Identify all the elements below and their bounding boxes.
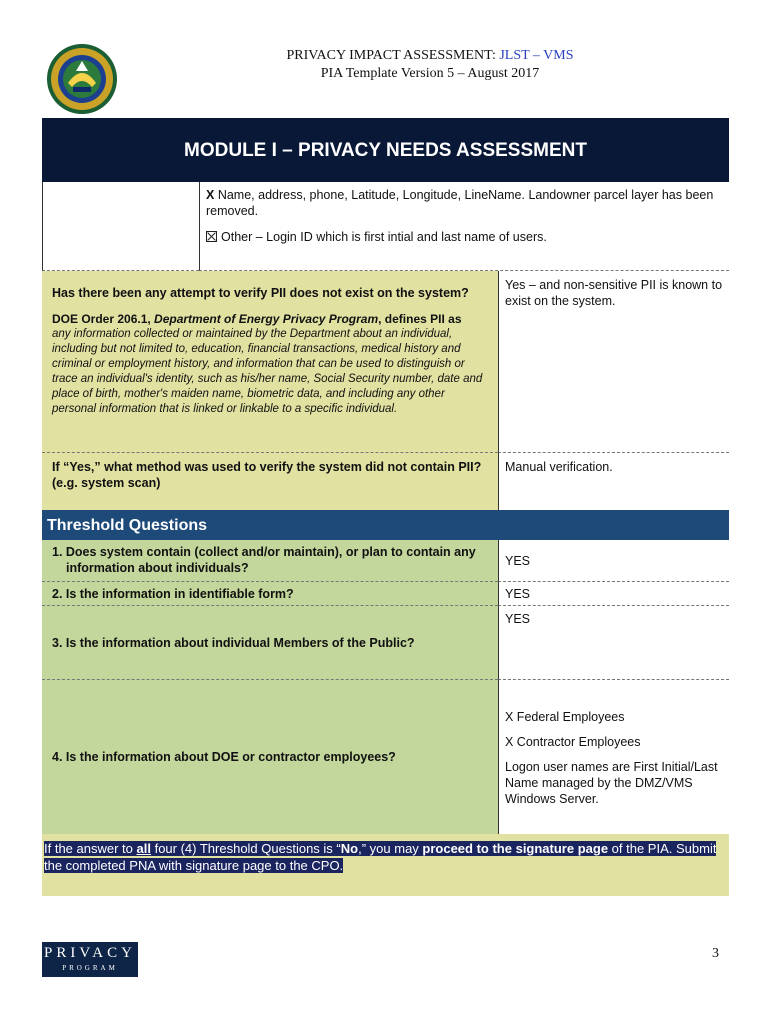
threshold-a3: YES <box>505 612 531 626</box>
document-header <box>150 47 710 83</box>
header-line-2: PIA Template Version 5 – August 2017 <box>320 66 540 81</box>
threshold-q3: 3. Is the information about individual Members of the Public? <box>52 636 415 650</box>
method-answer: Manual verification. <box>505 460 613 474</box>
threshold-a1-cell <box>498 540 729 582</box>
threshold-q3-cell <box>42 606 498 680</box>
threshold-a4-cell <box>498 680 729 834</box>
checked-checkbox-icon <box>206 231 217 242</box>
module-title: MODULE I – PRIVACY NEEDS ASSESSMENT <box>42 118 729 182</box>
threshold-q1-cell <box>42 540 498 582</box>
privacy-program-logo: PRIVACY PROGRAM <box>42 942 138 977</box>
threshold-a1: YES <box>505 554 531 568</box>
pii-definition: any information collected or maintained by the Department about an individual, including but not limited to, education, financial transactions, medical history and criminal or employment history, and information that can be used to distinguish or trace an individual's identity, such as his/her name, Social Security number, date and place of birth, mother's maiden name, biometric data, and including any other personal information that is linked or linkable to a specific individual. <box>52 328 483 415</box>
header-line-1: PRIVACY IMPACT ASSESSMENT: JLST – VMS <box>286 48 574 63</box>
verify-question-cell <box>42 271 498 453</box>
pii-types-label-cell <box>42 182 199 271</box>
verify-question: Has there been any attempt to verify PII does not exist on the system? <box>52 286 469 300</box>
method-question: If “Yes,” what method was used to verify the system did not contain PII? (e.g. system scan) <box>52 460 482 490</box>
verify-answer: Yes – and non-sensitive PII is known to exist on the system. <box>505 278 723 308</box>
threshold-a2-cell <box>498 582 729 606</box>
threshold-a4-contractor: X Contractor Employees <box>505 735 641 749</box>
pii-types-cell <box>199 182 729 271</box>
threshold-q4-cell <box>42 680 498 834</box>
verify-answer-cell <box>498 271 729 453</box>
method-question-cell <box>42 453 498 510</box>
pii-other-item: Other – Login ID which is first intial and last name of users. <box>206 229 723 245</box>
threshold-q4: 4. Is the information about DOE or contractor employees? <box>52 750 396 764</box>
threshold-q2-cell <box>42 582 498 606</box>
threshold-a4-note: Logon user names are First Initial/Last Name managed by the DMZ/VMS Windows Server. <box>505 760 718 806</box>
threshold-a2: YES <box>505 587 531 601</box>
pii-name-item: X Name, address, phone, Latitude, Longitude, LineName. Landowner parcel layer has been removed. <box>206 188 714 218</box>
threshold-q1: 1. Does system contain (collect and/or maintain), or plan to contain any information about individuals? <box>52 545 476 575</box>
threshold-a3-cell <box>498 606 729 680</box>
threshold-q2: 2. Is the information in identifiable form? <box>52 587 294 601</box>
page-number: 3 <box>712 946 719 961</box>
method-answer-cell <box>498 453 729 510</box>
threshold-a4-federal: X Federal Employees <box>505 710 625 724</box>
doe-order-heading: DOE Order 206.1, Department of Energy Privacy Program, defines PII as <box>52 312 462 326</box>
threshold-note: If the answer to all four (4) Threshold Questions is “No,” you may proceed to the signature page of the PIA. Submit the completed PNA with signature page to the CPO. <box>44 841 717 873</box>
threshold-heading: Threshold Questions <box>42 510 729 540</box>
system-name: JLST – VMS <box>499 48 574 63</box>
doe-seal-icon <box>46 43 118 115</box>
